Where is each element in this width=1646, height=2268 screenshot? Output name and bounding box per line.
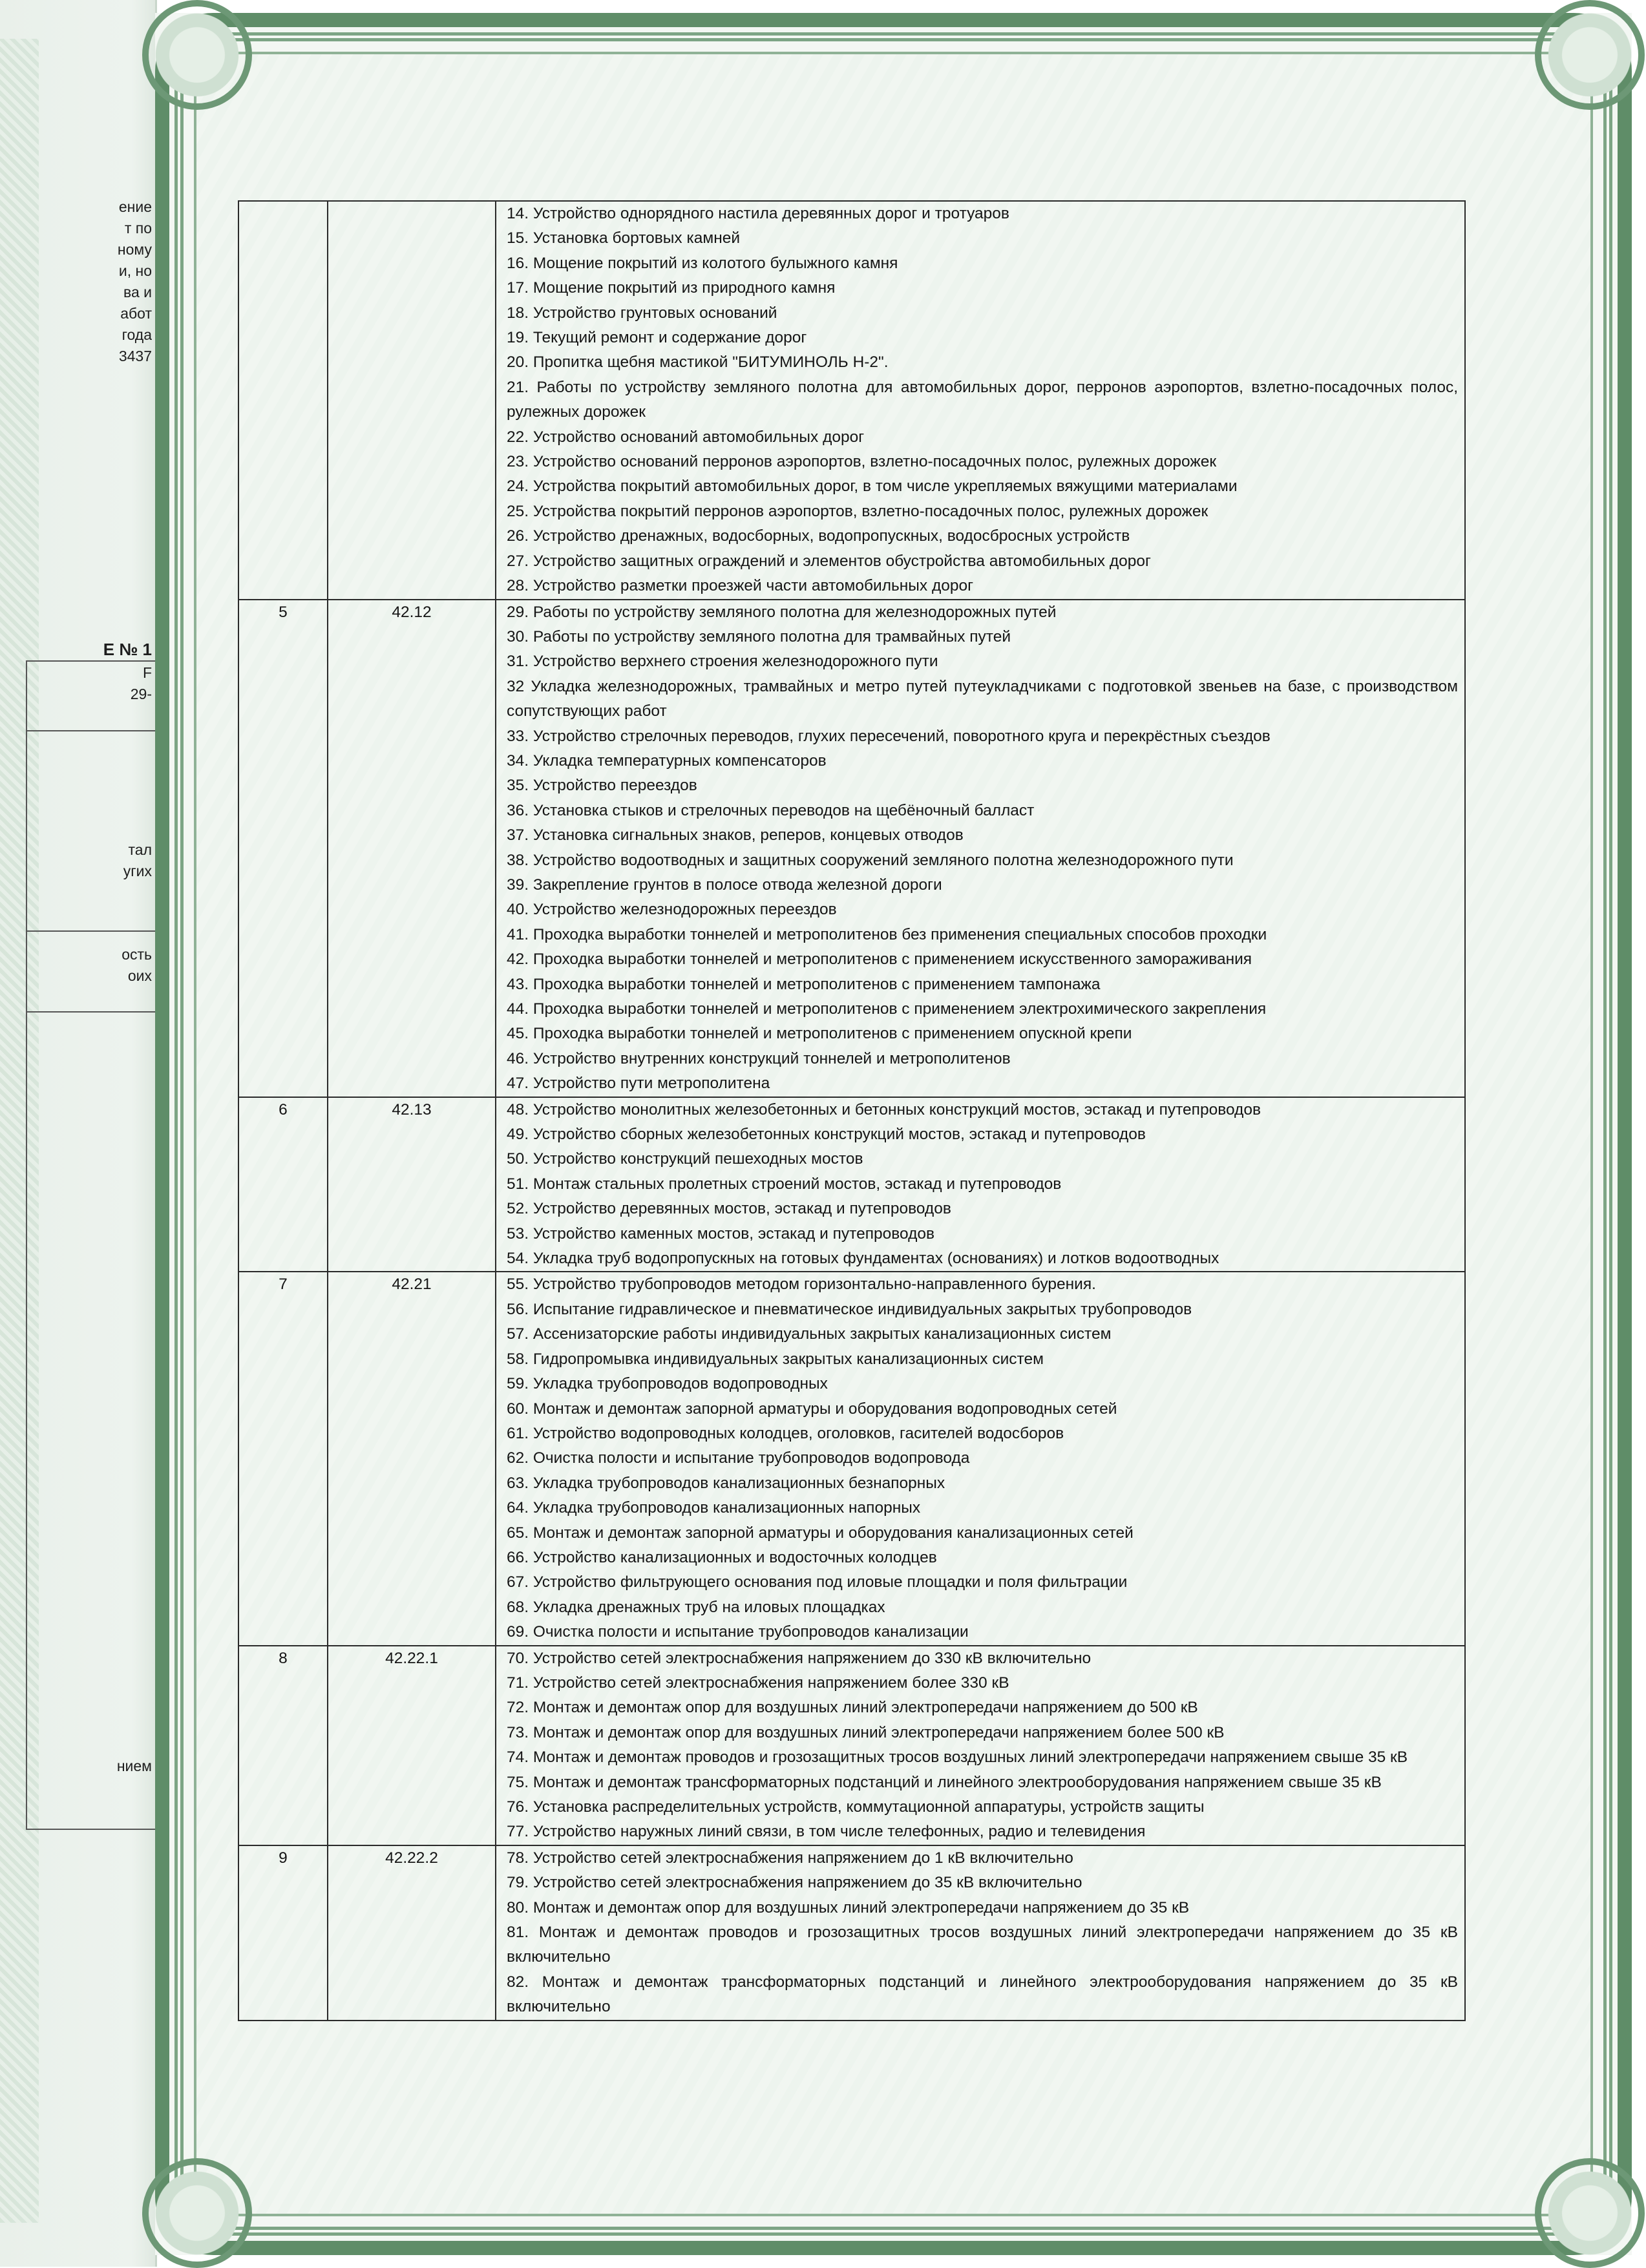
work-item: 26. Устройство дренажных, водосборных, водопропускных, водосбросных устройств [507, 527, 1130, 545]
work-item: 73. Монтаж и демонтаж опор для воздушных линий электропередачи напряжением более 500 кВ [507, 1723, 1225, 1741]
work-item: 59. Укладка трубопроводов водопроводных [507, 1375, 828, 1393]
work-item: 30. Работы по устройству земляного полотна для трамвайных путей [507, 627, 1011, 646]
work-item: 62. Очистка полости и испытание трубопроводов водопровода [507, 1449, 970, 1467]
work-item: 66. Устройство канализационных и водосточных колодцев [507, 1548, 937, 1566]
corner-ornament [1535, 0, 1645, 110]
work-item: 55. Устройство трубопроводов методом горизонтально-направленного бурения. [507, 1276, 1096, 1294]
activity-code-cell [328, 201, 496, 600]
work-item: 37. Установка сигнальных знаков, реперов, концевых отводов [507, 826, 964, 845]
work-item: 79. Устройство сетей электроснабжения напряжением до 35 кВ включительно [507, 1874, 1082, 1892]
row-number-cell: 6 [238, 1097, 328, 1272]
underlying-table-line [26, 730, 155, 731]
work-item: 14. Устройство однорядного настила деревянных дорог и тротуаров [507, 205, 1009, 222]
fragment-text: F [142, 664, 152, 681]
work-item: 70. Устройство сетей электроснабжения напряжением до 330 кВ включительно [507, 1649, 1092, 1667]
works-list-cell [496, 600, 1465, 1097]
work-item: 41. Проходка выработки тоннелей и метрополитенов без применения специальных способов проходки [507, 925, 1267, 943]
table-row [238, 1272, 1465, 1645]
underlying-table-line [26, 660, 155, 662]
work-item: 25. Устройства покрытий перронов аэропортов, взлетно-посадочных полос, рулежных дорожек [507, 502, 1208, 520]
fragment-text: абот [120, 305, 152, 322]
work-item: 46. Устройство внутренних конструкций тоннелей и метрополитенов [507, 1049, 1011, 1067]
work-item: 61. Устройство водопроводных колодцев, оголовков, гасителей водосборов [507, 1424, 1064, 1442]
row-number-cell: 7 [238, 1272, 328, 1645]
fragment-text: 3437 [118, 348, 152, 364]
work-item: 64. Укладка трубопроводов канализационных напорных [507, 1499, 921, 1517]
underlying-table-line [26, 1011, 155, 1013]
work-item: 71. Устройство сетей электроснабжения напряжением более 330 кВ [507, 1674, 1009, 1692]
activity-code-cell: 42.12 [328, 600, 496, 1097]
table-row [238, 1845, 1465, 2021]
work-item: 27. Устройство защитных ограждений и элементов обустройства автомобильных дорог [507, 552, 1151, 570]
work-item: 56. Испытание гидравлическое и пневматическое индивидуальных закрытых трубопроводов [507, 1300, 1192, 1318]
work-item: 33. Устройство стрелочных переводов, глухих пересечений, поворотного круга и перекрёстных съездов [507, 727, 1271, 745]
work-item: 50. Устройство конструкций пешеходных мостов [507, 1150, 863, 1168]
work-item: 17. Мощение покрытий из природного камня [507, 279, 836, 297]
activity-code-cell: 42.22.1 [328, 1646, 496, 1845]
corner-ornament [1535, 2158, 1645, 2268]
activity-table [238, 200, 1466, 2021]
activity-code-cell: 42.21 [328, 1272, 496, 1645]
work-item: 51. Монтаж стальных пролетных строений мостов, эстакад и путепроводов [507, 1175, 1062, 1193]
fragment-text: и, но [118, 262, 152, 279]
work-item: 22. Устройство оснований автомобильных дорог [507, 428, 865, 446]
work-item: 40. Устройство железнодорожных переездов [507, 901, 837, 919]
work-item: 29. Работы по устройству земляного полотна для железнодорожных путей [507, 603, 1057, 621]
activity-code-cell: 42.22.2 [328, 1845, 496, 2021]
works-list-cell [496, 1097, 1465, 1272]
fragment-text: угих [123, 863, 152, 879]
fragment-text: ному [117, 241, 152, 258]
guilloche-border [0, 39, 39, 2223]
work-item: 32 Укладка железнодорожных, трамвайных и метро путей путеукладчиками с подготовкой звеньев на базе, с производством сопутствующих работ [507, 677, 1458, 720]
work-item: 34. Укладка температурных компенсаторов [507, 751, 827, 770]
table-row [238, 201, 1465, 600]
fragment-text: ва и [123, 284, 152, 300]
work-item: 69. Очистка полости и испытание трубопроводов канализации [507, 1623, 969, 1641]
work-item: 39. Закрепление грунтов в полосе отвода железной дороги [507, 876, 942, 894]
fragment-text: тал [128, 841, 152, 858]
work-item: 48. Устройство монолитных железобетонных и бетонных конструкций мостов, эстакад и путепроводов [507, 1100, 1261, 1118]
work-item: 20. Пропитка щебня мастикой "БИТУМИНОЛЬ Н-2". [507, 353, 889, 372]
work-item: 67. Устройство фильтрующего основания под иловые площадки и поля фильтрации [507, 1573, 1128, 1591]
work-item: 60. Монтаж и демонтаж запорной арматуры и оборудования водопроводных сетей [507, 1400, 1117, 1418]
corner-ornament [142, 2158, 252, 2268]
work-item: 68. Укладка дренажных труб на иловых площадках [507, 1598, 885, 1616]
work-item: 65. Монтаж и демонтаж запорной арматуры и оборудования канализационных сетей [507, 1524, 1134, 1542]
work-item: 24. Устройства покрытий автомобильных дорог, в том числе укрепляемых вяжущими материалами [507, 478, 1238, 496]
table-body [238, 201, 1465, 2021]
fragment-text: т по [124, 220, 152, 236]
fragment-text: оих [127, 967, 152, 984]
work-item: 28. Устройство разметки проезжей части автомобильных дорог [507, 577, 974, 595]
work-item: 72. Монтаж и демонтаж опор для воздушных линий электропередачи напряжением до 500 кВ [507, 1699, 1198, 1717]
work-item: 49. Устройство сборных железобетонных конструкций мостов, эстакад и путепроводов [507, 1126, 1146, 1144]
fragment-heading: Е № 1 [103, 640, 152, 659]
table-row [238, 600, 1465, 1097]
row-number-cell: 5 [238, 600, 328, 1097]
fragment-text: года [121, 326, 152, 343]
work-item: 53. Устройство каменных мостов, эстакад и путепроводов [507, 1224, 935, 1243]
work-item: 21. Работы по устройству земляного полотна для автомобильных дорог, перронов аэропортов, взлетно-посадочных полос, рулежных дорожек [507, 378, 1458, 421]
work-item: 47. Устройство пути метрополитена [507, 1075, 770, 1093]
work-item: 23. Устройство оснований перронов аэропортов, взлетно-посадочных полос, рулежных дорожек [507, 453, 1217, 471]
work-item: 63. Укладка трубопроводов канализационных безнапорных [507, 1474, 945, 1492]
works-list-cell [496, 1646, 1465, 1845]
row-number-cell: 8 [238, 1646, 328, 1845]
work-item: 78. Устройство сетей электроснабжения напряжением до 1 кВ включительно [507, 1849, 1073, 1867]
table-row [238, 1097, 1465, 1272]
work-item: 31. Устройство верхнего строения железнодорожного пути [507, 653, 938, 671]
work-item: 57. Ассенизаторские работы индивидуальных закрытых канализационных систем [507, 1325, 1112, 1343]
work-item: 58. Гидропромывка индивидуальных закрытых канализационных систем [507, 1350, 1044, 1368]
work-item: 15. Установка бортовых камней [507, 229, 741, 247]
work-item: 35. Устройство переездов [507, 777, 697, 795]
row-number-cell: 9 [238, 1845, 328, 2021]
underlying-table-line [26, 1829, 155, 1830]
work-item: 82. Монтаж и демонтаж трансформаторных подстанций и линейного электрооборудования напряжением до 35 кВ включительно [507, 1973, 1458, 2016]
fragment-text: нием [116, 1758, 152, 1774]
work-item: 19. Текущий ремонт и содержание дорог [507, 329, 807, 347]
work-item: 45. Проходка выработки тоннелей и метрополитенов с применением опускной крепи [507, 1025, 1132, 1043]
work-item: 80. Монтаж и демонтаж опор для воздушных линий электропередачи напряжением до 35 кВ [507, 1898, 1190, 1916]
work-item: 74. Монтаж и демонтаж проводов и грозозащитных тросов воздушных линий электропередачи напряжением свыше 35 кВ [507, 1748, 1408, 1767]
fragment-text: ость [121, 946, 152, 963]
work-item: 76. Установка распределительных устройств, коммутационной аппаратуры, устройств защиты [507, 1798, 1205, 1816]
fragment-text: 29- [130, 686, 152, 702]
work-item: 36. Установка стыков и стрелочных переводов на щебёночный балласт [507, 801, 1035, 819]
work-item: 44. Проходка выработки тоннелей и метрополитенов с применением электрохимического закрепления [507, 1000, 1267, 1018]
work-item: 75. Монтаж и демонтаж трансформаторных подстанций и линейного электрооборудования напряжением свыше 35 кВ [507, 1773, 1382, 1791]
work-item: 54. Укладка труб водопропускных на готовых фундаментах (основаниях) и лотков водоотводных [507, 1250, 1219, 1268]
fragment-text: ение [118, 198, 152, 215]
activity-code-cell: 42.13 [328, 1097, 496, 1272]
underlying-table-line [26, 930, 155, 932]
works-list-cell [496, 1845, 1465, 2021]
work-item: 43. Проходка выработки тоннелей и метрополитенов с применением тампонажа [507, 975, 1101, 993]
underlying-sheet [0, 0, 157, 2267]
work-item: 16. Мощение покрытий из колотого булыжного камня [507, 254, 898, 272]
work-item: 42. Проходка выработки тоннелей и метрополитенов с применением искусственного замораживания [507, 950, 1252, 969]
work-item: 81. Монтаж и демонтаж проводов и грозозащитных тросов воздушных линий электропередачи напряжением до 35 кВ включительно [507, 1924, 1458, 1966]
work-item: 38. Устройство водоотводных и защитных сооружений земляного полотна железнодорожного пути [507, 851, 1234, 869]
work-item: 77. Устройство наружных линий связи, в том числе телефонных, радио и телевидения [507, 1823, 1146, 1841]
works-list-cell [496, 201, 1465, 600]
work-item: 52. Устройство деревянных мостов, эстакад и путепроводов [507, 1200, 951, 1218]
works-list-cell [496, 1272, 1465, 1645]
table-row [238, 1646, 1465, 1845]
work-item: 18. Устройство грунтовых оснований [507, 304, 777, 322]
corner-ornament [142, 0, 252, 110]
row-number-cell [238, 201, 328, 600]
underlying-table-line [26, 660, 27, 1830]
